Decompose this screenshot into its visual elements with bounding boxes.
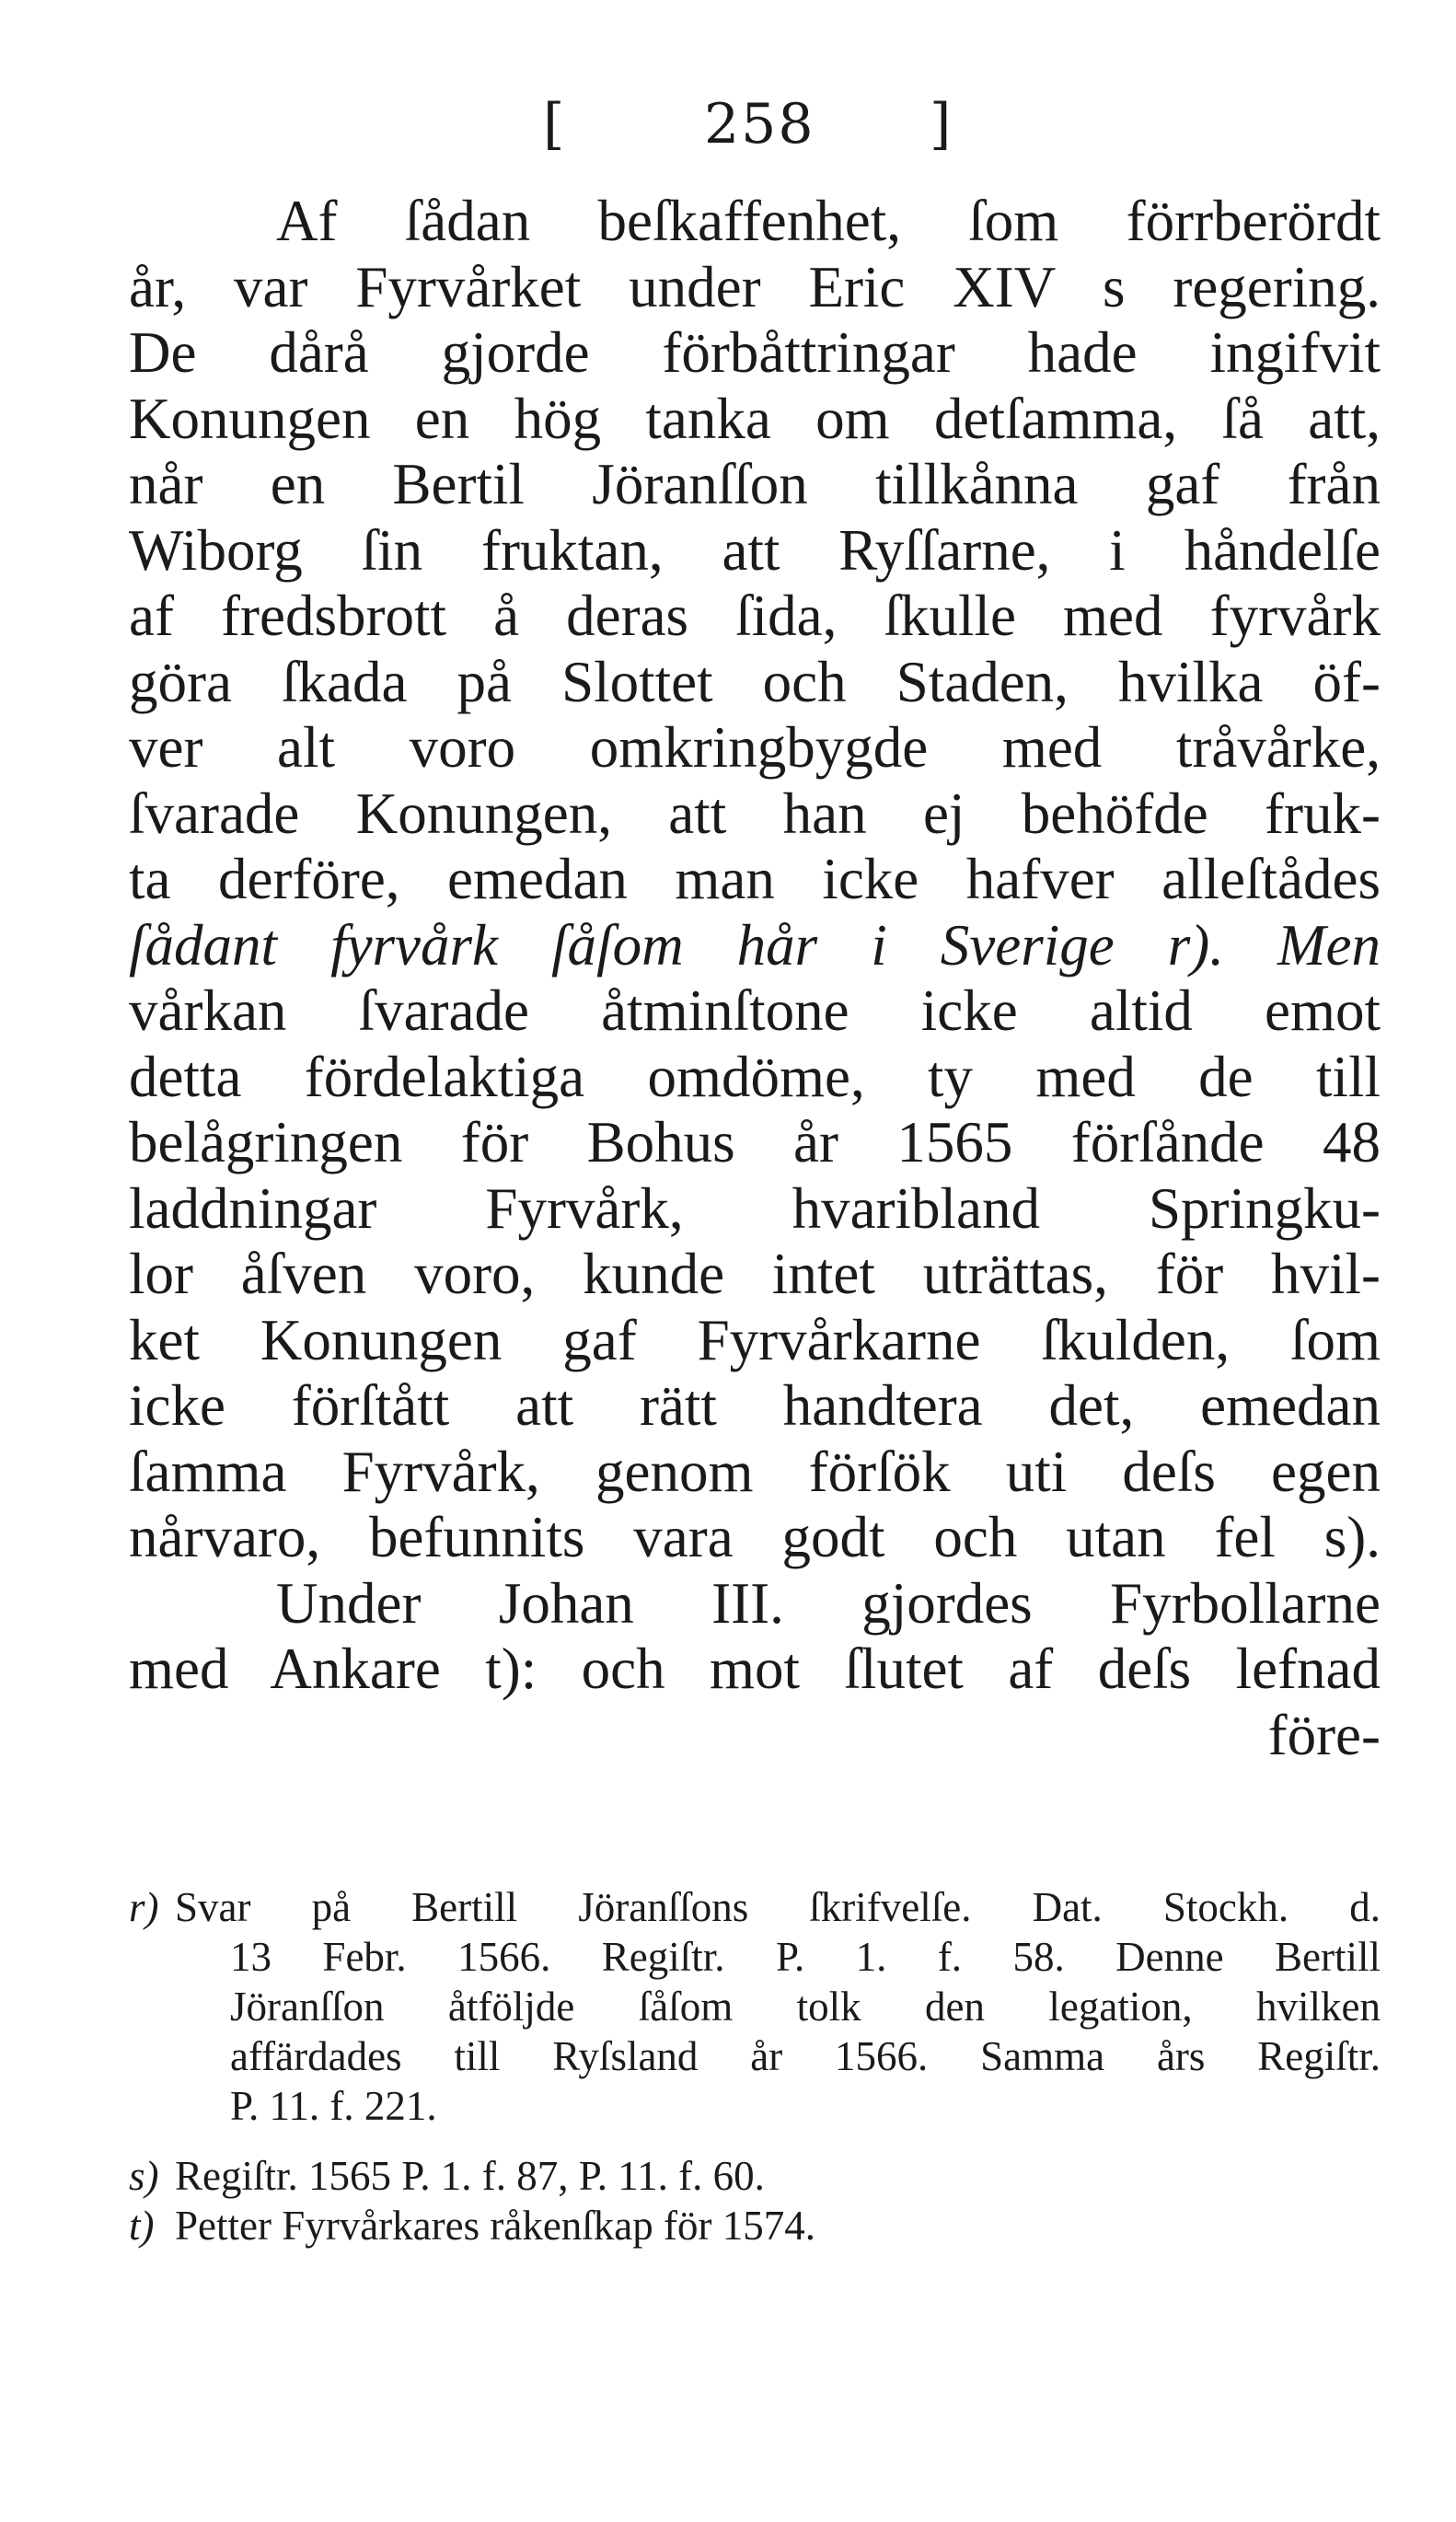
footnote-marker: r) — [129, 1884, 159, 1930]
footnotes — [129, 1882, 1381, 2250]
text-line: Af ſådan beſkaffenhet, ſom förrberördt — [276, 189, 1381, 253]
text-line: ver alt voro omkringbygde med tråvårke, — [129, 715, 1381, 780]
page-number: 258 — [704, 92, 815, 156]
text-line: af fredsbrott å deras ſida, ſkulle med fyrvårk — [129, 584, 1381, 648]
text-line: ſådant fyrvårk ſåſom hår i Sverige r). Men — [129, 912, 1381, 978]
text-line: Wiborg ſin fruktan, att Ryſſarne, i håndelſe — [129, 517, 1381, 583]
footnote-r-line: P. 11. f. 221. — [230, 2083, 437, 2129]
body-text — [129, 189, 1381, 1768]
footnote-r-line: affärdades till Ryſsland år 1566. Samma års Regiſtr. — [230, 2033, 1381, 2079]
footnote-r-line — [129, 1882, 1381, 1932]
footnote-r-line: 13 Febr. 1566. Regiſtr. P. 1. f. 58. Denne Bertill — [230, 1934, 1381, 1980]
text-line: ſamma Fyrvårk, genom förſök uti deſs egen — [129, 1439, 1381, 1504]
text-line: ta derföre, emedan man icke hafver alleſtådes — [129, 847, 1381, 911]
catchword: före- — [1267, 1702, 1381, 1767]
footnote-r-line: Jöranſſon åtföljde ſåſom tolk den legation, hvilken — [230, 1984, 1381, 2030]
text-line: med Ankare t): och mot ſlutet af deſs lefnad — [129, 1637, 1381, 1701]
bracket-left: [ — [543, 92, 567, 156]
text-line: vårkan ſvarade åtminſtone icke altid emot — [129, 978, 1381, 1043]
text-line: Under Johan III. gjordes Fyrbollarne — [276, 1570, 1381, 1636]
footnote-text: Svar på Bertill Jöranſſons ſkrifvelſe. Dat. Stockh. d. — [175, 1884, 1381, 1930]
text-line: ſvarade Konungen, att han ej behöfde fruk- — [129, 781, 1381, 846]
bracket-right: ] — [930, 92, 953, 156]
text-line: år, var Fyrvårket under Eric XIV s regering. — [129, 254, 1381, 319]
text-line: lor åſven voro, kunde intet uträttas, för hvil- — [129, 1242, 1381, 1306]
footnote-marker: s) — [129, 2153, 159, 2199]
text-line: belågringen för Bohus år 1565 förſånde 48 — [129, 1110, 1381, 1174]
text-line: De dårå gjorde förbåttringar hade ingifvit — [129, 320, 1381, 385]
footnote-t — [129, 2201, 1381, 2250]
footnote-text: Petter Fyrvårkares råkenſkap för 1574. — [175, 2203, 816, 2249]
text-line: göra ſkada på Slottet och Staden, hvilka öf- — [129, 649, 1381, 714]
text-line: detta fördelaktiga omdöme, ty med de till — [129, 1044, 1381, 1109]
footnote-marker: t) — [129, 2203, 155, 2249]
text-line: nårvaro, befunnits vara godt och utan fel s). — [129, 1505, 1381, 1569]
text-line: når en Bertil Jöranſſon tillkånna gaf från — [129, 452, 1381, 516]
text-line: ket Konungen gaf Fyrvårkarne ſkulden, ſom — [129, 1307, 1381, 1372]
text-line: icke förſtått att rätt handtera det, emedan — [129, 1373, 1381, 1438]
footnote-text: Regiſtr. 1565 P. 1. f. 87, P. 11. f. 60. — [175, 2153, 765, 2199]
text-line: Konungen en hög tanka om detſamma, ſå att, — [129, 386, 1381, 451]
text-line: laddningar Fyrvårk, hvaribland Springku- — [129, 1175, 1381, 1241]
footnote-s — [129, 2151, 1381, 2201]
